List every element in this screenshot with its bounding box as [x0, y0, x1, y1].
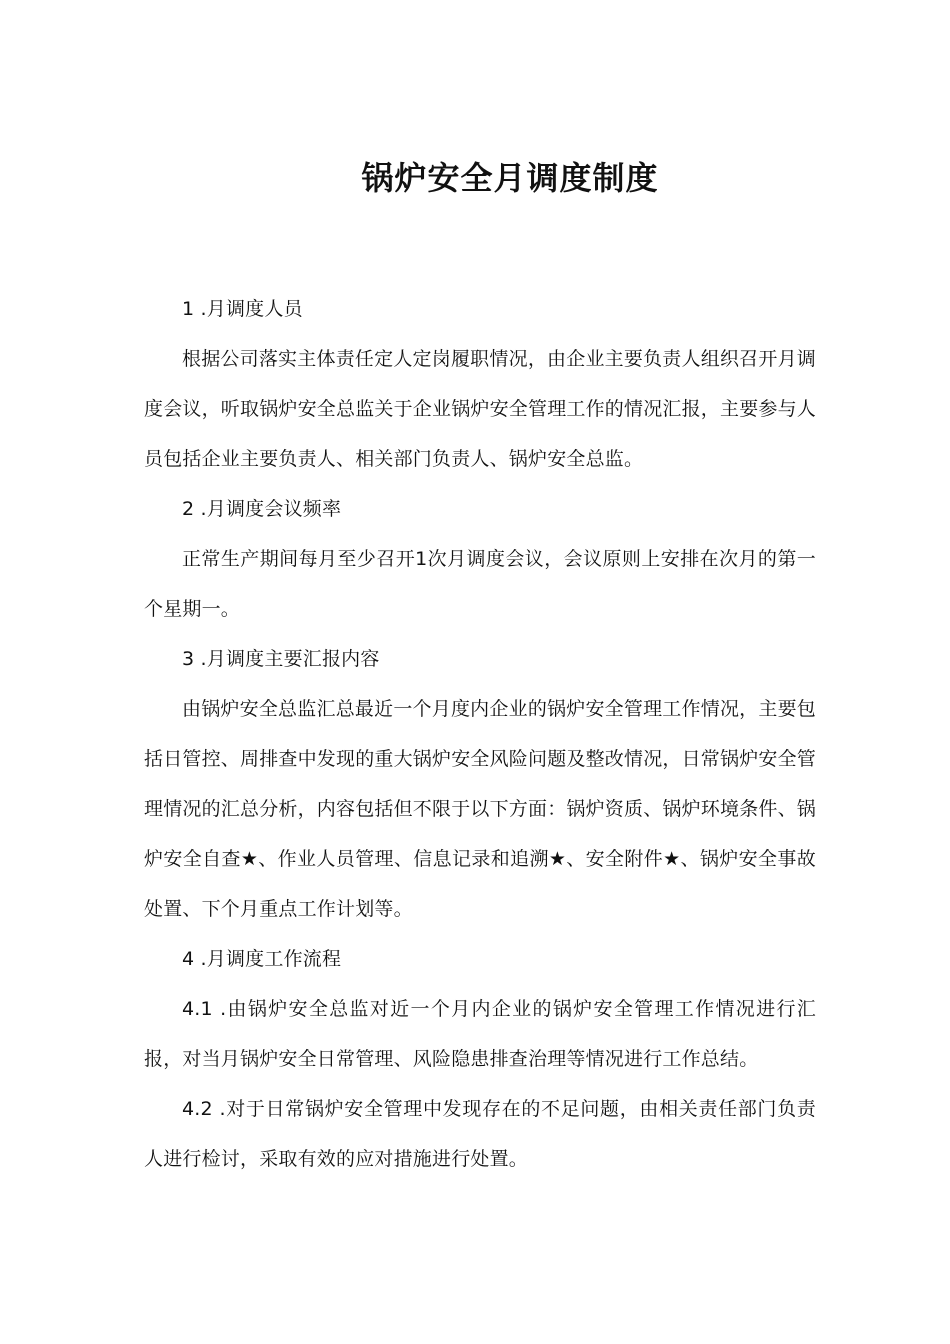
paragraph: 由锅炉安全总监汇总最近一个月度内企业的锅炉安全管理工作情况，主要包括日管控、周排查中发现的重大锅炉安全风险问题及整改情况，日常锅炉安全管理情况的汇总分析，内容包括但不限于以下方面：锅炉资质、锅炉环境条件、锅炉安全自查★、作业人员管理、信息记录和追溯★、安全附件★、锅炉安全事故处置、下个月重点工作计划等。: [144, 698, 817, 920]
section-heading: 1 .月调度人员: [182, 298, 303, 320]
section-heading: 2 .月调度会议频率: [182, 498, 342, 520]
paragraph: 4.1 .由锅炉安全总监对近一个月内企业的锅炉安全管理工作情况进行汇报，对当月锅炉安全日常管理、风险隐患排查治理等情况进行工作总结。: [144, 998, 816, 1070]
paragraph: 4.2 .对于日常锅炉安全管理中发现存在的不足问题，由相关责任部门负责人进行检讨，采取有效的应对措施进行处置。: [144, 1098, 816, 1170]
section-heading: 4 .月调度工作流程: [182, 948, 342, 970]
document-body: [144, 284, 816, 1184]
paragraph: 根据公司落实主体责任定人定岗履职情况，由企业主要负责人组织召开月调度会议，听取锅炉安全总监关于企业锅炉安全管理工作的情况汇报，主要参与人员包括企业主要负责人、相关部门负责人、锅炉安全总监。: [144, 348, 817, 470]
section-heading: 3 .月调度主要汇报内容: [182, 648, 380, 670]
paragraph: 正常生产期间每月至少召开1次月调度会议，会议原则上安排在次月的第一个星期一。: [144, 548, 816, 620]
document-title: 锅炉安全月调度制度: [361, 159, 659, 197]
